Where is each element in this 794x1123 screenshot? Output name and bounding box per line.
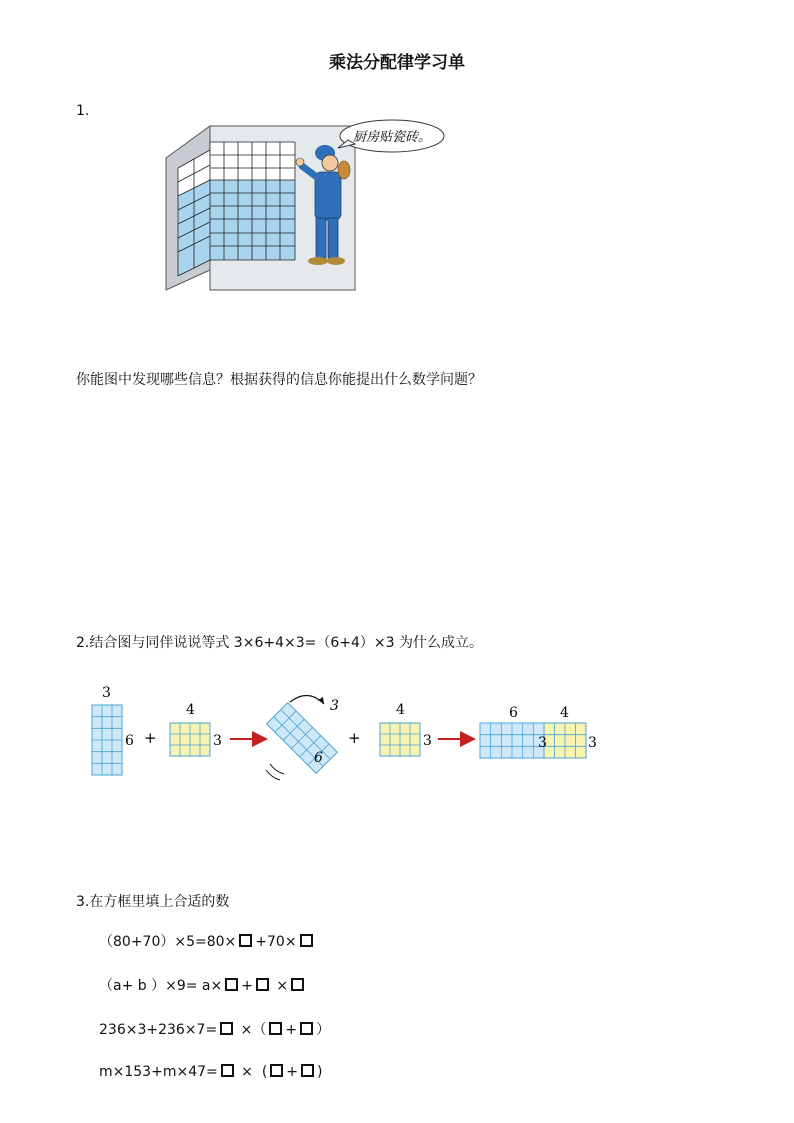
answer-box[interactable] bbox=[256, 978, 269, 991]
grid-3x6 bbox=[92, 705, 122, 775]
grid-c-side-label: 6 bbox=[314, 750, 323, 766]
question-1-text: 你能图中发现哪些信息？根据获得的信息你能提出什么数学问题？ bbox=[76, 372, 482, 388]
grid-b-top-label: 4 bbox=[186, 702, 195, 718]
formula-line-3 bbox=[99, 1019, 330, 1039]
grid-d-top-label: 4 bbox=[396, 702, 405, 718]
plus-sign-1: + bbox=[144, 729, 157, 747]
formula-2-part-b: + bbox=[241, 978, 253, 994]
distributive-grid-diagram bbox=[80, 680, 620, 790]
answer-box[interactable] bbox=[300, 934, 313, 947]
formula-2-part-a: （a+ b ）×9= a× bbox=[99, 978, 223, 994]
formula-4-part-c: + bbox=[286, 1064, 299, 1080]
plus-sign-2: + bbox=[348, 729, 361, 747]
answer-box[interactable] bbox=[270, 1064, 283, 1077]
formula-3-part-d: ） bbox=[316, 1022, 331, 1038]
formula-2-part-c: × bbox=[271, 978, 289, 994]
grid-e-top-right-label: 4 bbox=[560, 705, 569, 721]
answer-box[interactable] bbox=[291, 978, 304, 991]
speech-bubble-text: 厨房贴瓷砖。 bbox=[352, 130, 432, 145]
grid-b-side-label: 3 bbox=[213, 733, 222, 749]
formula-3-part-a: 236×3+236×7= bbox=[99, 1022, 218, 1038]
question-3-text: 3.在方框里填上合适的数 bbox=[76, 894, 230, 910]
grid-a-top-label: 3 bbox=[102, 685, 111, 701]
answer-box[interactable] bbox=[301, 1064, 314, 1077]
formula-3-part-c: + bbox=[285, 1022, 298, 1038]
answer-box[interactable] bbox=[225, 978, 238, 991]
answer-box[interactable] bbox=[220, 1022, 233, 1035]
answer-box[interactable] bbox=[239, 934, 252, 947]
answer-box[interactable] bbox=[269, 1022, 282, 1035]
formula-line-2 bbox=[99, 975, 307, 995]
question-1-number: 1. bbox=[76, 103, 90, 119]
formula-line-1 bbox=[99, 931, 316, 951]
grid-e-top-left-label: 6 bbox=[509, 705, 518, 721]
formula-4-part-b: × ( bbox=[236, 1064, 268, 1080]
rotated-grid bbox=[267, 703, 338, 774]
grid-d-side-label: 3 bbox=[423, 733, 432, 749]
kitchen-tile-illustration bbox=[160, 118, 460, 298]
formula-1-part-b: +70× bbox=[255, 934, 297, 950]
formula-line-4 bbox=[99, 1064, 322, 1080]
answer-box[interactable] bbox=[300, 1022, 313, 1035]
grid-c-top-label: 3 bbox=[330, 698, 339, 714]
page-title: 乘法分配律学习单 bbox=[329, 53, 465, 73]
answer-box[interactable] bbox=[221, 1064, 234, 1077]
grid-e-mid-label: 3 bbox=[538, 735, 547, 751]
formula-1-part-a: （80+70）×5=80× bbox=[99, 934, 237, 950]
question-2-text: 2.结合图与同伴说说等式 3×6+4×3=（6+4）×3 为什么成立。 bbox=[76, 635, 483, 651]
grid-e-side-label: 3 bbox=[588, 735, 597, 751]
grid-a-side-label: 6 bbox=[125, 733, 134, 749]
formula-4-part-d: ) bbox=[317, 1064, 323, 1080]
formula-4-part-a: m×153+m×47= bbox=[99, 1064, 218, 1080]
formula-3-part-b: ×（ bbox=[236, 1022, 267, 1038]
